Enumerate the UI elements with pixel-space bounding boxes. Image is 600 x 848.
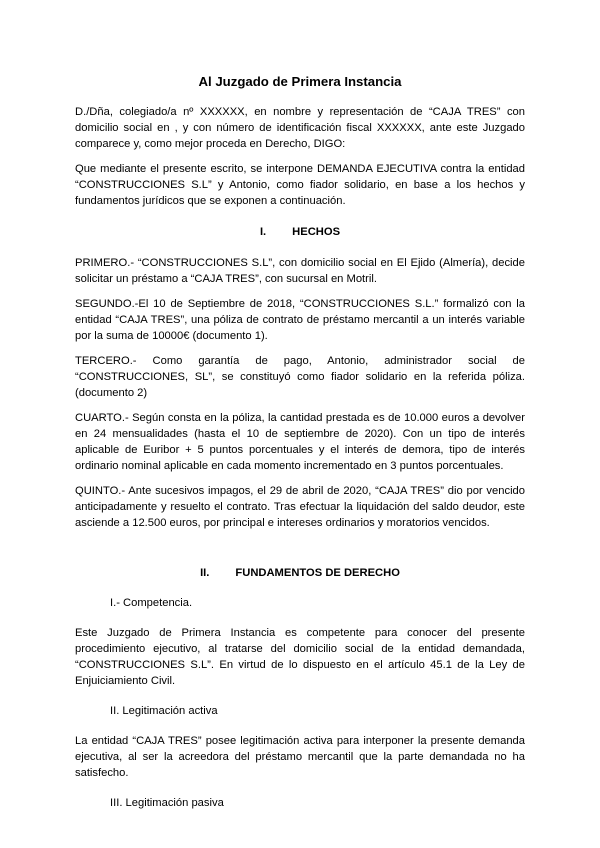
section-title: HECHOS bbox=[292, 226, 341, 238]
claim-paragraph: Que mediante el presente escrito, se interpone DEMANDA EJECUTIVA contra la entidad “CONSTRUCCIONES S.L” y Antonio, como fiador solidario, en base a los hechos y fundamentos jurídicos que se exponen a continuación. bbox=[75, 163, 525, 207]
subheading-legitimacion-activa: II. Legitimación activa bbox=[110, 705, 218, 717]
document-title: Al Juzgado de Primera Instancia bbox=[198, 74, 402, 89]
hecho-cuarto: CUARTO.- Según consta en la póliza, la cantidad prestada es de 10.000 euros a devolver en 24 mensualidades (hasta el 10 de septiembre de 2020). Con un tipo de interés aplicable de Euribor + 5 puntos porcentuales y el interés de demora, tipo de interés ordinario nominal aplicable en cada momento incrementado en 3 puntos porcentuales. bbox=[75, 412, 525, 472]
hecho-segundo: SEGUNDO.-El 10 de Septiembre de 2018, “CONSTRUCCIONES S.L.” formalizó con la entidad “CAJA TRES”, una póliza de contrato de préstamo mercantil a un interés variable por la suma de 10000€ (documento 1). bbox=[75, 298, 525, 342]
legitimacion-activa-paragraph: La entidad “CAJA TRES” posee legitimación activa para interponer la presente demanda ejecutiva, al ser la acreedora del préstamo mercantil que la parte demandada no ha satisfecho. bbox=[75, 735, 525, 779]
competencia-paragraph: Este Juzgado de Primera Instancia es competente para conocer del presente procedimiento ejecutivo, al tratarse del domicilio social de la entidad demandada, “CONSTRUCCIONES S.L”. En virtud de lo dispuesto en el artículo 45.1 de la Ley de Enjuiciamiento Civil. bbox=[75, 627, 525, 687]
hecho-quinto: QUINTO.- Ante sucesivos impagos, el 29 de abril de 2020, “CAJA TRES” dio por vencido anticipadamente y resuelto el contrato. Tras efectuar la liquidación del saldo deudor, este asciende a 12.500 euros, por principal e intereses ordinarios y moratorios vencidos. bbox=[75, 485, 525, 529]
section-title: FUNDAMENTOS DE DERECHO bbox=[235, 567, 400, 579]
subheading-competencia: I.- Competencia. bbox=[110, 597, 193, 609]
subheading-legitimacion-pasiva: III. Legitimación pasiva bbox=[110, 797, 224, 809]
intro-paragraph: D./Dña, colegiado/a nº XXXXXX, en nombre y representación de “CAJA TRES” con domicilio social en , y con número de identificación fiscal XXXXXX, ante este Juzgado comparece y, como mejor proceda en Derecho, DIGO: bbox=[75, 106, 525, 150]
section-heading-fundamentos bbox=[75, 565, 525, 581]
section-heading-hechos bbox=[75, 224, 525, 240]
section-number: II. bbox=[200, 567, 210, 579]
section-number: I. bbox=[259, 226, 267, 238]
hecho-tercero: TERCERO.- Como garantía de pago, Antonio, administrador social de “CONSTRUCCIONES, SL”, se constituyó como fiador solidario en la referida póliza. (documento 2) bbox=[75, 355, 525, 399]
hecho-primero: PRIMERO.- “CONSTRUCCIONES S.L”, con domicilio social en El Ejido (Almería), decide solicitar un préstamo a “CAJA TRES”, con sucursal en Motril. bbox=[75, 257, 525, 285]
